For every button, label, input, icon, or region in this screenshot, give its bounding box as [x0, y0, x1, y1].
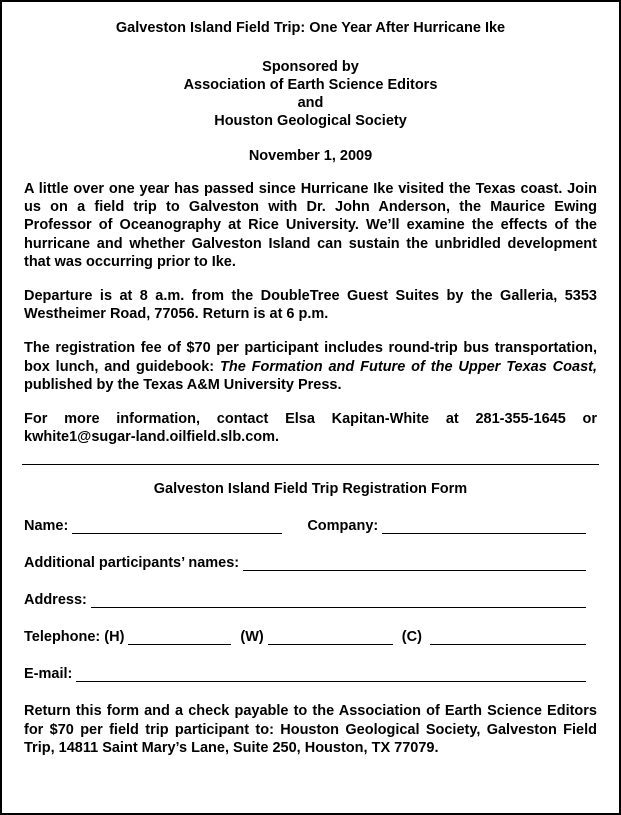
- contact-paragraph: For more information, contact Elsa Kapitan-White at 281-355-1645 or kwhite1@sugar-land.oilfield.slb.com.: [24, 411, 597, 446]
- name-field[interactable]: [72, 519, 282, 534]
- participants-row: [24, 553, 597, 571]
- telephone-row: [24, 627, 597, 645]
- address-field[interactable]: [91, 593, 586, 608]
- fee-paragraph: [24, 339, 597, 394]
- email-row: [24, 664, 597, 682]
- telephone-cell-label: (C): [401, 629, 422, 646]
- page-title: Galveston Island Field Trip: One Year After Hurricane Ike: [115, 20, 506, 36]
- telephone-work-field[interactable]: [268, 630, 393, 645]
- sponsor-line-4: Houston Geological Society: [214, 113, 407, 129]
- participants-label: Additional participants’ names:: [24, 555, 240, 572]
- sponsor-line-1: Sponsored by: [262, 59, 359, 75]
- company-label: Company:: [307, 518, 379, 535]
- sponsor-line-3: and: [297, 95, 324, 111]
- address-row: [24, 590, 597, 608]
- email-label: E-mail:: [24, 666, 73, 683]
- participants-field[interactable]: [243, 556, 586, 571]
- intro-paragraph: A little over one year has passed since Hurricane Ike visited the Texas coast. Join us on a field trip to Galveston with Dr. John Anderson, the Maurice Ewing Professor of Oceanography at Rice University. We’ll examine the effects of the hurricane and whether Galveston Island can sustain the unbridled development that was occurring prior to Ike.: [24, 181, 597, 270]
- email-field[interactable]: [76, 667, 586, 682]
- name-company-row: [24, 516, 597, 534]
- event-date: November 1, 2009: [248, 148, 373, 164]
- name-label: Name:: [24, 518, 69, 535]
- return-instructions: Return this form and a check payable to the Association of Earth Science Editors for $70 per field trip participant to: Houston Geological Society, Galveston Field Trip, 14811 Saint Mary’s Lane, Suite 250, Houston, TX 77079.: [24, 703, 597, 756]
- telephone-work-label: (W): [240, 629, 264, 646]
- fee-text-before: The registration fee of $70 per participant includes round-trip bus transportation, box lunch, and guidebook:: [24, 340, 597, 375]
- sponsor-line-2: Association of Earth Science Editors: [183, 77, 438, 93]
- sponsor-block: [24, 58, 597, 130]
- telephone-cell-field[interactable]: [430, 630, 586, 645]
- telephone-home-field[interactable]: [128, 630, 231, 645]
- section-divider: [22, 464, 599, 465]
- fee-text-after: published by the Texas A&M University Press.: [24, 376, 342, 393]
- departure-paragraph: Departure is at 8 a.m. from the DoubleTree Guest Suites by the Galleria, 5353 Westheimer Road, 77056. Return is at 6 p.m.: [24, 288, 597, 323]
- address-label: Address:: [24, 592, 87, 609]
- telephone-home-label: Telephone: (H): [24, 629, 125, 646]
- form-title: Galveston Island Field Trip Registration Form: [153, 481, 468, 498]
- company-field[interactable]: [382, 519, 586, 534]
- guidebook-title: The Formation and Future of the Upper Texas Coast,: [220, 358, 597, 375]
